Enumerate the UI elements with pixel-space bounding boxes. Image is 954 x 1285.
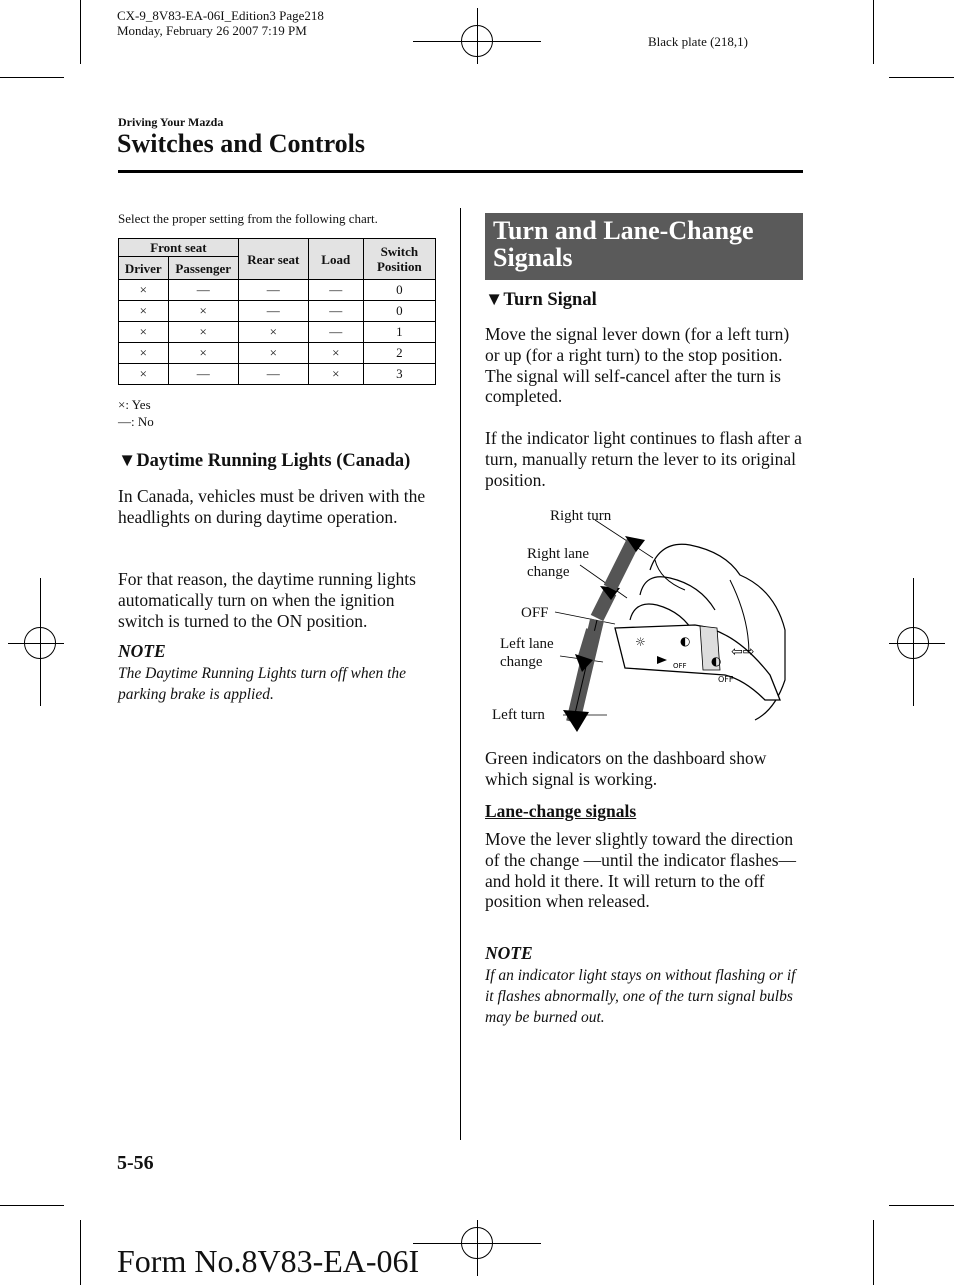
label-right-lane-2: change (527, 564, 570, 580)
th-switch-position: Switch Position (363, 239, 435, 280)
lever-off-label-1: OFF (673, 662, 687, 670)
label-right-lane-1: Right lane (527, 546, 590, 562)
table-cell: — (308, 301, 363, 322)
seat-setting-table (118, 238, 436, 385)
th-load: Load (308, 239, 363, 280)
table-cell: × (238, 343, 308, 364)
table-cell: × (119, 343, 169, 364)
registration-circle (461, 25, 493, 57)
left-note-text: The Daytime Running Lights turn off when the parking brake is applied. (118, 665, 407, 703)
table-cell: × (168, 322, 238, 343)
drl-heading (118, 451, 410, 472)
label-left-lane-1: Left lane (500, 636, 554, 652)
th-rear-seat: Rear seat (238, 239, 308, 280)
table-cell: 0 (363, 301, 435, 322)
label-right-turn: Right turn (550, 508, 612, 524)
table-row (119, 280, 436, 301)
table-cell: × (119, 301, 169, 322)
table-cell: × (119, 322, 169, 343)
crop-mark (80, 0, 81, 64)
label-right-lane-change (527, 545, 589, 581)
form-number: Form No.8V83-EA-06I (117, 1243, 420, 1279)
svg-text:◐: ◐ (711, 654, 722, 668)
triangle-down-icon: ▼ (118, 451, 137, 471)
right-note-label: NOTE (485, 943, 533, 963)
label-left-lane-change (500, 635, 554, 671)
left-note-label: NOTE (118, 641, 166, 661)
table-cell: — (238, 301, 308, 322)
turn-signal-heading-text: Turn Signal (503, 290, 597, 310)
table-legend (118, 396, 154, 430)
legend-no: —: No (118, 414, 154, 429)
print-header-line2: Monday, February 26 2007 7:19 PM (117, 23, 307, 38)
crop-mark (873, 0, 874, 64)
label-left-turn: Left turn (492, 707, 545, 723)
table-cell: 0 (363, 280, 435, 301)
table-cell: × (238, 322, 308, 343)
table-cell: × (168, 301, 238, 322)
triangle-down-icon: ▼ (485, 290, 504, 310)
table-cell: × (119, 280, 169, 301)
crop-mark (889, 1205, 954, 1206)
drl-paragraph-2: For that reason, the daytime running lights automatically turn on when the ignition switch is turned to the ON position. (118, 569, 416, 631)
table-cell: — (238, 364, 308, 385)
chart-intro: Select the proper setting from the following chart. (118, 211, 378, 226)
label-off: OFF (521, 605, 549, 621)
table-cell: — (308, 322, 363, 343)
lane-change-heading: Lane-change signals (485, 801, 637, 821)
th-driver: Driver (119, 257, 169, 280)
turn-signals-banner: Turn and Lane-Change Signals (485, 213, 803, 280)
lever-off-label-2: OFF (718, 675, 734, 684)
legend-yes: ×: Yes (118, 397, 151, 412)
table-row (119, 343, 436, 364)
section-small-title: Driving Your Mazda (118, 115, 224, 129)
registration-circle (24, 627, 56, 659)
print-header-line1: CX-9_8V83-EA-06I_Edition3 Page218 (117, 8, 324, 23)
table-cell: — (168, 364, 238, 385)
page-number: 5-56 (117, 1152, 154, 1174)
turn-signal-figure (485, 500, 803, 740)
label-left-lane-2: change (500, 654, 543, 670)
table-row (119, 322, 436, 343)
page-title: Switches and Controls (117, 129, 366, 158)
crop-mark (0, 77, 64, 78)
table-cell: × (308, 343, 363, 364)
svg-text:⇦⇨: ⇦⇨ (731, 644, 755, 660)
plate-label: Black plate (218,1) (648, 34, 748, 49)
turn-paragraph-1: Move the signal lever down (for a left turn) or up (for a right turn) to the stop position. The signal will self-cancel after the turn is completed. (485, 324, 790, 407)
table-row (119, 364, 436, 385)
crop-mark (873, 1220, 874, 1285)
crop-mark (889, 77, 954, 78)
green-indicator-paragraph: Green indicators on the dashboard show which signal is working. (485, 748, 767, 789)
table-cell: — (168, 280, 238, 301)
table-cell: 2 (363, 343, 435, 364)
table-row (119, 301, 436, 322)
table-cell: 1 (363, 322, 435, 343)
lane-change-paragraph: Move the lever slightly toward the direction of the change —until the indicator flashes— and hold it there. It will return to the off position when released. (485, 829, 797, 912)
column-divider (460, 208, 461, 1140)
right-note-text: If an indicator light stays on without flashing or if it flashes abnormally, one of the turn signal bulbs may be burned out. (485, 967, 796, 1026)
crop-mark (0, 1205, 64, 1206)
turn-paragraph-2: If the indicator light continues to flash after a turn, manually return the lever to its original position. (485, 428, 802, 490)
table-cell: 3 (363, 364, 435, 385)
th-passenger: Passenger (168, 257, 238, 280)
turn-signal-heading (485, 290, 597, 311)
registration-circle (461, 1227, 493, 1259)
print-header (117, 8, 324, 38)
table-cell: — (238, 280, 308, 301)
svg-text:◐: ◐ (680, 634, 691, 648)
table-cell: × (308, 364, 363, 385)
drl-heading-text: Daytime Running Lights (Canada) (136, 451, 411, 471)
table-cell: — (308, 280, 363, 301)
table-cell: × (168, 343, 238, 364)
crop-mark (80, 1220, 81, 1285)
drl-paragraph-1: In Canada, vehicles must be driven with the headlights on during daytime operation. (118, 486, 426, 527)
registration-circle (897, 627, 929, 659)
svg-text:☼: ☼ (635, 635, 646, 649)
th-front-seat: Front seat (119, 239, 239, 257)
table-cell: × (119, 364, 169, 385)
title-rule (118, 170, 803, 173)
